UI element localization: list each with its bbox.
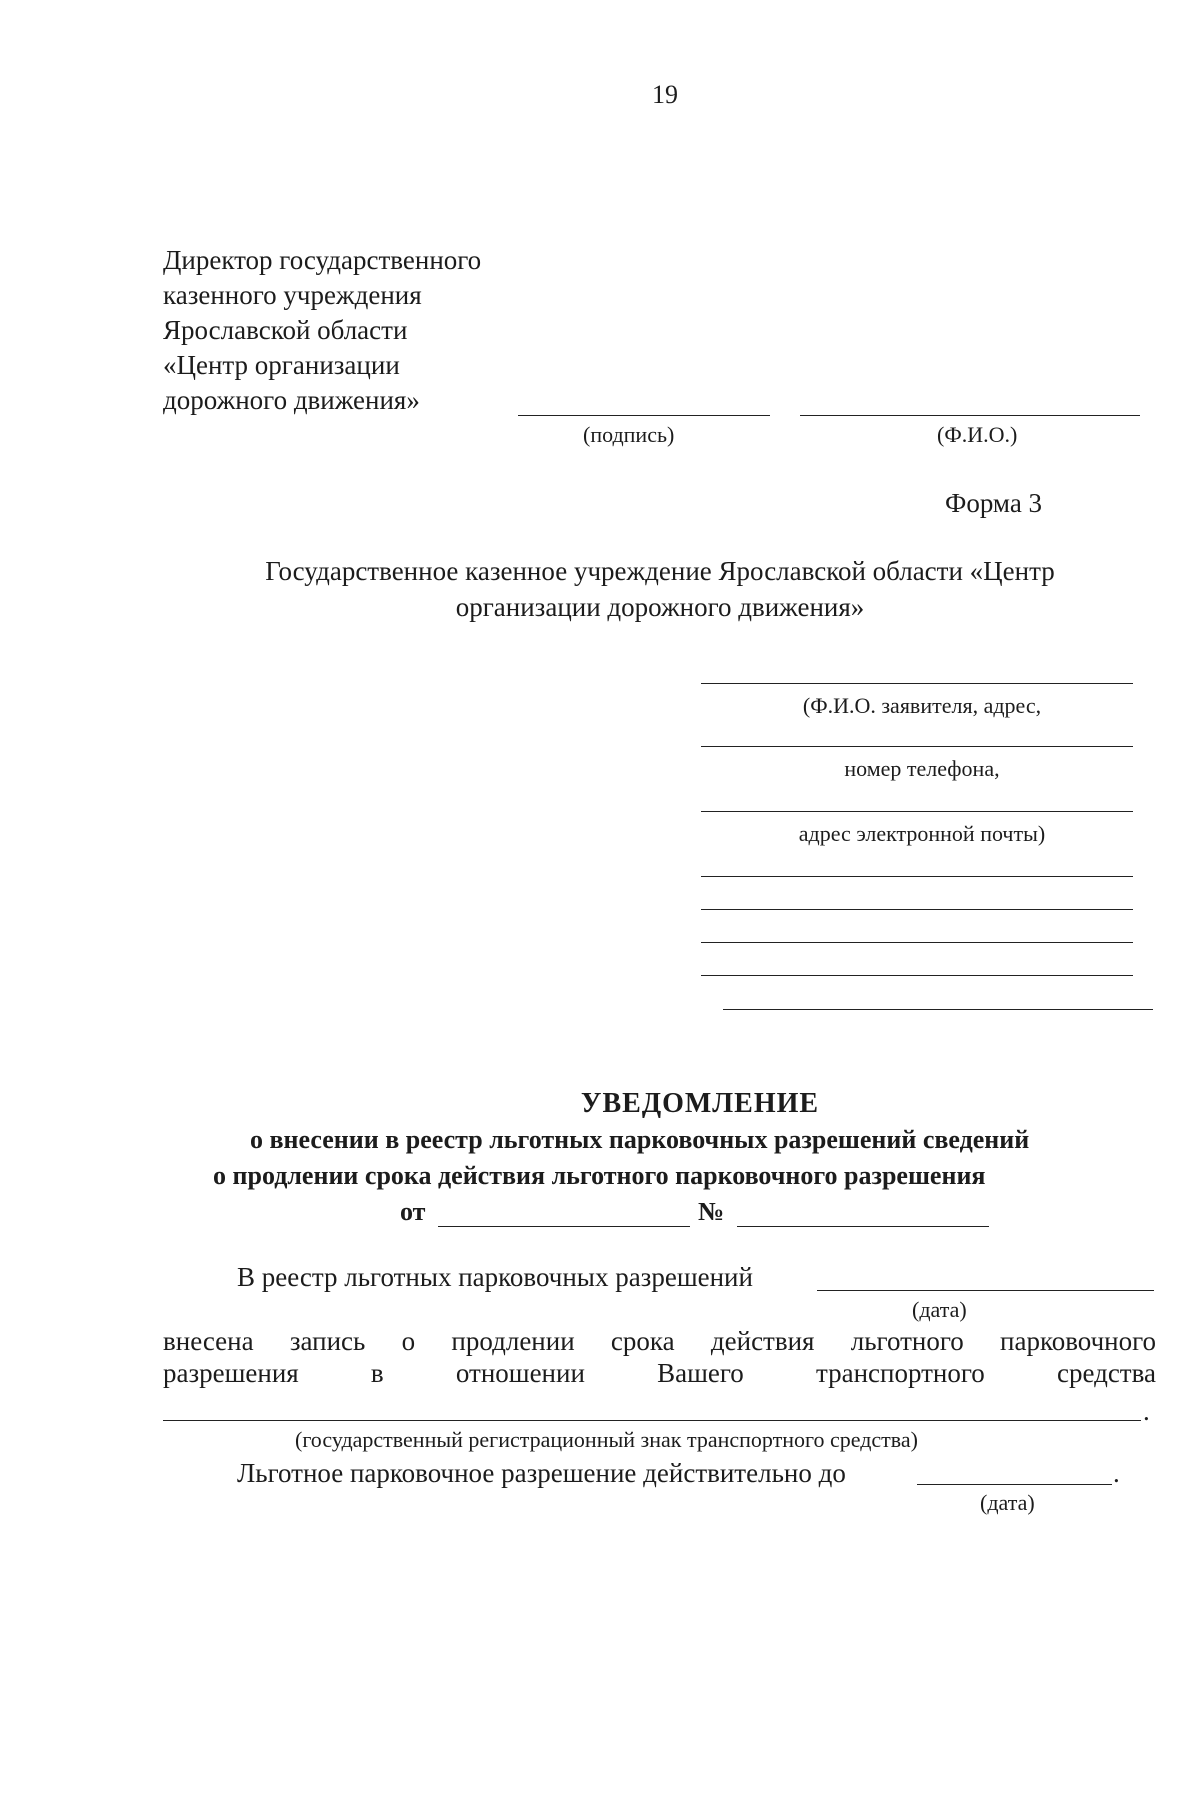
entry-text-line: разрешения в отношении Вашего транспортного средства bbox=[163, 1358, 1156, 1388]
applicant-line[interactable] bbox=[701, 942, 1133, 943]
applicant-line[interactable] bbox=[701, 746, 1133, 747]
notice-number-line[interactable] bbox=[737, 1226, 989, 1227]
notice-subtitle: о продлении срока действия льготного парковочного разрешения bbox=[213, 1161, 986, 1190]
applicant-line[interactable] bbox=[701, 909, 1133, 910]
applicant-line[interactable] bbox=[701, 811, 1133, 812]
organization-line: организации дорожного движения» bbox=[455, 592, 865, 622]
notice-from-label: от bbox=[400, 1197, 426, 1226]
signature-line[interactable] bbox=[518, 415, 770, 416]
applicant-caption-email: адрес электронной почты) bbox=[798, 821, 1046, 846]
notice-date-line[interactable] bbox=[438, 1226, 690, 1227]
organization-line: Государственное казенное учреждение Ярославской области «Центр bbox=[265, 556, 1055, 586]
applicant-caption-phone: номер телефона, bbox=[844, 756, 1000, 781]
signature-caption: (подпись) bbox=[583, 422, 675, 447]
applicant-line[interactable] bbox=[701, 683, 1133, 684]
applicant-caption-name: (Ф.И.О. заявителя, адрес, bbox=[802, 693, 1042, 718]
registry-date-caption: (дата) bbox=[912, 1297, 967, 1322]
applicant-line[interactable] bbox=[701, 876, 1133, 877]
director-title bbox=[163, 243, 481, 418]
registry-date-line[interactable] bbox=[817, 1290, 1154, 1291]
plate-period: . bbox=[1143, 1396, 1150, 1426]
valid-until-period: . bbox=[1113, 1458, 1120, 1488]
valid-until-line[interactable] bbox=[917, 1484, 1112, 1485]
entry-text-line: внесена запись о продлении срока действия льготного парковочного bbox=[163, 1326, 1156, 1356]
director-line: казенного учреждения bbox=[163, 280, 422, 310]
notice-title: УВЕДОМЛЕНИЕ bbox=[580, 1088, 820, 1119]
director-line: Директор государственного bbox=[163, 245, 482, 275]
organization-name bbox=[140, 553, 1180, 625]
valid-until-text: Льготное парковочное разрешение действительно до bbox=[237, 1458, 846, 1488]
plate-number-line[interactable] bbox=[163, 1420, 1141, 1421]
director-line: Ярославской области bbox=[163, 315, 408, 345]
page-number: 19 bbox=[652, 80, 678, 109]
applicant-line[interactable] bbox=[723, 1009, 1153, 1010]
valid-until-caption: (дата) bbox=[980, 1490, 1035, 1515]
plate-caption: (государственный регистрационный знак транспортного средства) bbox=[295, 1427, 918, 1452]
director-line: «Центр организации bbox=[163, 350, 400, 380]
form-label: Форма 3 bbox=[945, 488, 1043, 518]
director-name-line[interactable] bbox=[800, 415, 1140, 416]
notice-number-label: № bbox=[698, 1197, 725, 1226]
director-name-caption: (Ф.И.О.) bbox=[937, 422, 1018, 447]
director-line: дорожного движения» bbox=[163, 385, 420, 415]
registry-text: В реестр льготных парковочных разрешений bbox=[237, 1262, 753, 1292]
applicant-line[interactable] bbox=[701, 975, 1133, 976]
notice-subtitle: о внесении в реестр льготных парковочных разрешений сведений bbox=[250, 1125, 1030, 1154]
